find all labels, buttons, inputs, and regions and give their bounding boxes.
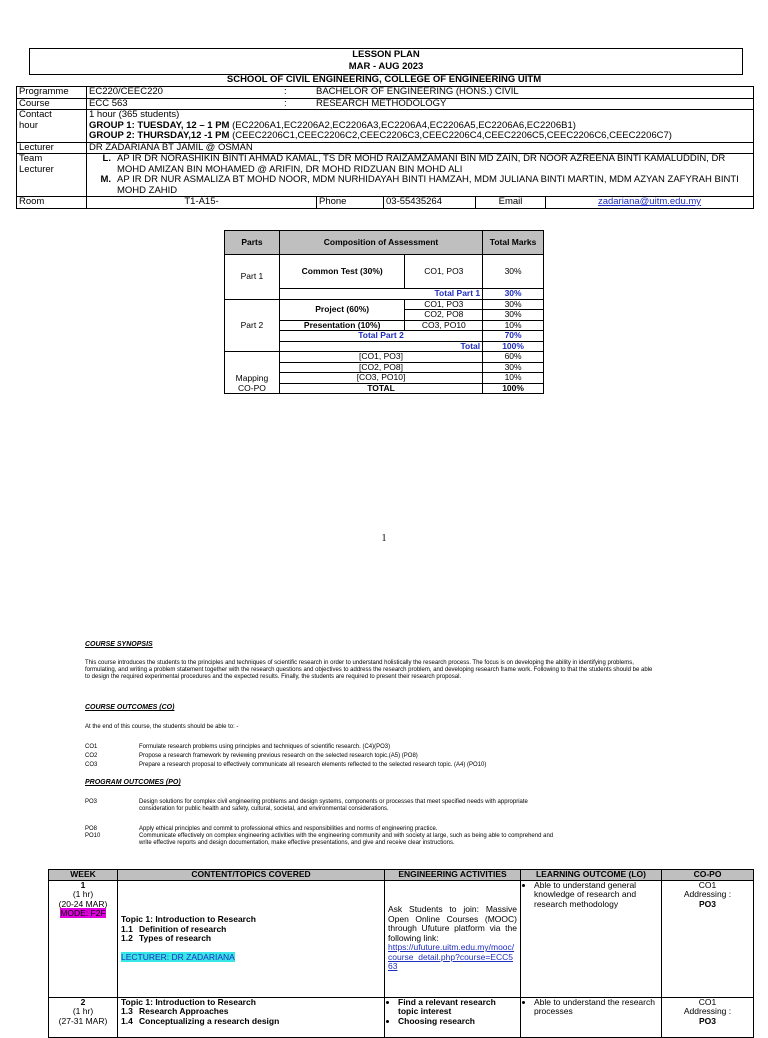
co3-row: CO3 Prepare a research proposal to effectively communicate all research elements reflected to the selected research topic. (A4) (PO10) [85, 762, 487, 768]
co2-row: CO2 Propose a research framework by reviewing previous research on the selected research topic.(A5) (PO8) [85, 753, 418, 759]
mapping-label: Mapping CO-PO [225, 352, 280, 394]
po3-row: PO3 Design solutions for complex civil engineering problems and design systems, components or processes that meet specified needs with appropriate consideration for public health and safety, cultural, societal, and environmental considerations. [85, 799, 528, 812]
header-content: CONTENT/TOPICS COVERED [118, 870, 385, 881]
project: Project (60%) [279, 299, 405, 320]
team-L: L. AP IR DR NORASHIKIN BINTI AHMAD KAMAL, TS DR MOHD RAIZAMZAMANI BIN MD ZAIN, DR NOOR AZREENA BINTI KAMALUDDIN, DR MOHD AMIZAN BIN MOHAMED @ ARIFIN, DR MOHD RIDZUAN BIN MOHD ALI [102, 153, 726, 175]
course-outcomes-heading: COURSE OUTCOMES (CO) [85, 704, 175, 711]
programme-name: BACHELOR OF ENGINEERING (HONS.) CIVIL [316, 86, 519, 97]
group-1: GROUP 1: TUESDAY, 12 – 1 PM (EC2206A1,EC2206A2,EC2206A3,EC2206A4,EC2206A5,EC2206A6,EC2206B1) [89, 119, 576, 131]
week-cell: 1 (1 hr) (20-24 MAR) MODE: F2F [49, 880, 118, 997]
phone-label: Phone [317, 197, 384, 209]
part2-label: Part 2 [225, 299, 280, 352]
common-test-marks: 30% [483, 255, 544, 289]
project-co1: CO1, PO3 [405, 299, 483, 310]
total-part1: 30% [483, 289, 544, 300]
contact-hours: 1 hour (365 students) [89, 109, 180, 120]
week-row [49, 880, 754, 997]
header-learning-outcome: LEARNING OUTCOME (LO) [521, 870, 662, 881]
week-row [49, 997, 754, 1037]
weekly-plan-table [48, 869, 754, 1038]
part1-label: Part 1 [225, 255, 280, 300]
activity-cell: • Find a relevant research topic interest • Choosing research [385, 997, 521, 1037]
presentation: Presentation (10%) [279, 320, 405, 331]
lecturer-row [17, 142, 754, 154]
map3-marks: 10% [483, 373, 544, 384]
programme-label: Programme [17, 87, 87, 99]
total-value: 100% [483, 341, 544, 352]
programme-sep: : [284, 86, 287, 97]
activity-cell: Ask Students to join: Massive Open Online Courses (MOOC) through Ufuture platform via the following link: https://ufuture.uitm.edu.my/mooc/course_detail.php?course=ECC563 [385, 880, 521, 997]
header-box [29, 48, 743, 75]
project-co2-marks: 30% [483, 310, 544, 321]
programme-row [17, 87, 754, 99]
page-number: 1 [381, 533, 387, 544]
content-cell: Topic 1: Introduction to Research 1.1 Definition of research 1.2 Types of research LECTURER: DR ZADARIANA [118, 880, 385, 997]
map1-marks: 60% [483, 352, 544, 363]
po8-row: PO8 Apply ethical principles and commit to professional ethics and responsibilities and norms of engineering practice. [85, 826, 438, 832]
header-week: WEEK [49, 870, 118, 881]
common-test: Common Test (30%) [279, 255, 405, 289]
team-row [17, 154, 754, 197]
outcome-cell: • Able to understand the research processes [521, 997, 662, 1037]
map2-marks: 30% [483, 362, 544, 373]
contact-label: Contact hour [17, 110, 87, 143]
course-code: ECC 563 [89, 97, 128, 109]
course-row [17, 98, 754, 110]
email-link[interactable]: zadariana@uitm.edu.my [597, 196, 702, 207]
session-label: MAR - AUG 2023 [348, 61, 424, 72]
total-label: Total [279, 341, 482, 352]
document-title: LESSON PLAN [352, 49, 420, 60]
programme-code: EC220/CEEC220 [89, 86, 163, 97]
course-label: Course [17, 98, 87, 110]
outcome-cell: • Able to understand general knowledge of research and research methodology [521, 880, 662, 997]
co1-row: CO1 Formulate research problems using principles and techniques of scientific research. (C4)(PO3) [85, 744, 391, 750]
header-composition: Composition of Assessment [279, 231, 482, 255]
school-title: SCHOOL OF CIVIL ENGINEERING, COLLEGE OF ENGINEERING UITM [226, 74, 542, 85]
presentation-marks: 10% [483, 320, 544, 331]
course-sep: : [284, 97, 287, 109]
header-parts: Parts [225, 231, 280, 255]
presentation-co: CO3, PO10 [405, 320, 483, 331]
lecturer-name: DR ZADARIANA BT JAMIL @ OSMAN [87, 142, 754, 154]
co-po-cell: CO1 Addressing : PO3 [662, 997, 754, 1037]
map3: [CO3, PO10] [279, 373, 482, 384]
map-total: 100% [483, 383, 544, 394]
team-M: M. AP IR DR NUR ASMALIZA BT MOHD NOOR, MDM NURHIDAYAH BINTI HAMZAH, MDM JULIANA BINTI MARTIN, MDM AZYAN ZAFYRAH BINTI MOHD ZAHID [100, 174, 739, 196]
room-value: T1-A15- [87, 197, 317, 209]
lecturer-label: Lecturer [17, 142, 87, 154]
project-co1-marks: 30% [483, 299, 544, 310]
room-row [17, 197, 754, 209]
header-total-marks: Total Marks [483, 231, 544, 255]
co-po-cell: CO1 Addressing : PO3 [662, 880, 754, 997]
map2: [CO2, PO8] [279, 362, 482, 373]
assessment-table [224, 230, 544, 394]
map1: [CO1, PO3] [279, 352, 482, 363]
contact-row [17, 110, 754, 143]
total-part2: 70% [483, 331, 544, 342]
room-label: Room [17, 197, 87, 209]
lecturer-badge: LECTURER: DR ZADARIANA [121, 951, 235, 962]
map-total-label: TOTAL [279, 383, 482, 394]
week-cell: 2 (1 hr) (27-31 MAR) [49, 997, 118, 1037]
total-part1-label: Total Part 1 [279, 289, 482, 300]
group-2: GROUP 2: THURSDAY,12 -1 PM (CEEC2206C1,CEEC2206C2,CEEC2206C3,CEEC2206C4,CEEC2206C5,CEEC2206C6,CEEC2206C7) [89, 130, 672, 141]
email-label: Email [476, 197, 546, 209]
content-cell: Topic 1: Introduction to Research 1.3 Research Approaches 1.4 Conceptualizing a research design [118, 997, 385, 1037]
mode-badge: MODE: F2F [60, 908, 106, 918]
team-label: Team Lecturer [17, 154, 87, 197]
mooc-link[interactable]: https://ufuture.uitm.edu.my/mooc/course_detail.php?course=ECC563 [388, 942, 515, 972]
course-name: RESEARCH METHODOLOGY [316, 97, 447, 109]
course-info-table [16, 86, 754, 209]
po10-row: PO10 Communicate effectively on complex engineering activities with the engineering community and with society at large, such as being able to comprehend and write effective reports and design documentation, make effective presentations, and give and receive clear instructions. [85, 833, 554, 846]
common-test-co: CO1, PO3 [405, 255, 483, 289]
total-part2-label: Total Part 2 [279, 331, 482, 342]
synopsis-text: This course introduces the students to the principles and techniques of scientific research in order to understand holistically the research process. The focus is on developing the ability in identifying problems, formulating, and writing a problem statement together with the research questions and objectives to address the research problem, and developing research frame work. Following to that the students should be able to design the required experimental procedures and the expected results. Finally, the students are required to present their research proposal. [85, 660, 653, 681]
synopsis-heading: COURSE SYNOPSIS [85, 641, 153, 648]
project-co2: CO2, PO8 [405, 310, 483, 321]
header-co-po: CO-PO [662, 870, 754, 881]
course-outcomes-intro: At the end of this course, the students should be able to: - [85, 724, 239, 730]
phone-value: 03-55435264 [384, 197, 476, 209]
program-outcomes-heading: PROGRAM OUTCOMES (PO) [85, 779, 181, 786]
header-activities: ENGINEERING ACTIVITIES [385, 870, 521, 881]
